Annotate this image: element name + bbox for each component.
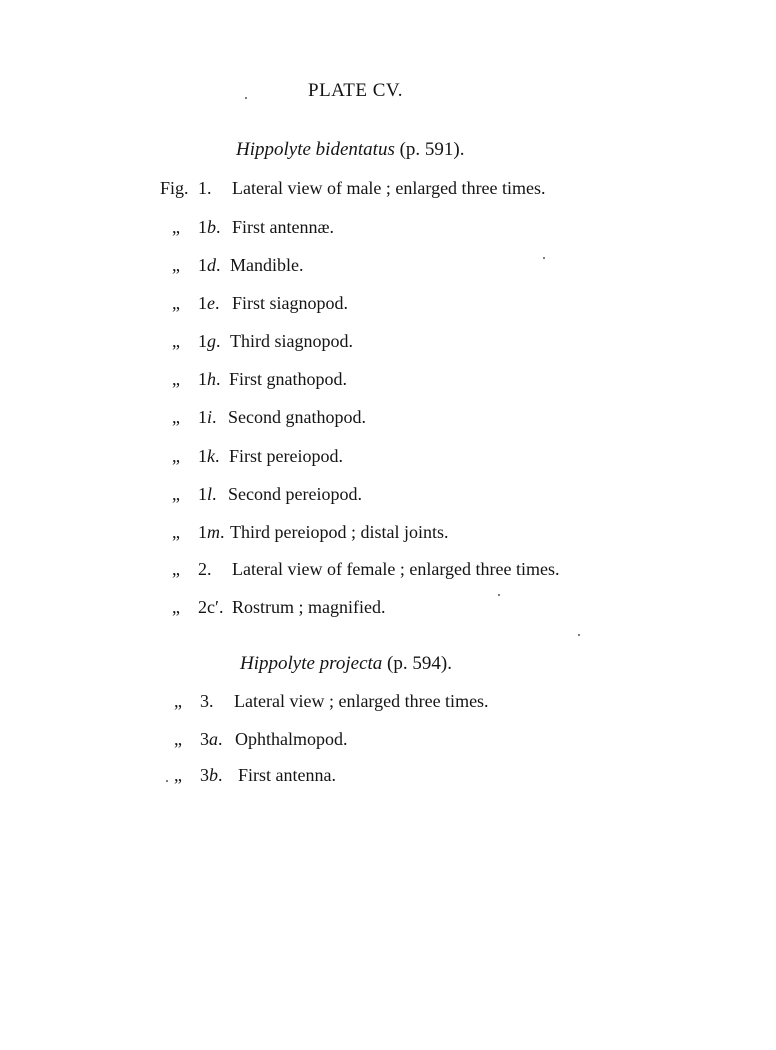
figure-number-period: . bbox=[207, 178, 212, 198]
figure-description: Third siagnopod. bbox=[230, 331, 353, 351]
figure-entry bbox=[0, 557, 776, 581]
figure-number bbox=[198, 176, 212, 200]
figure-number-digit: 1 bbox=[198, 407, 207, 427]
figure-number bbox=[198, 444, 220, 468]
figure-number-digit: 1 bbox=[198, 178, 207, 198]
figure-description: Mandible. bbox=[230, 255, 304, 275]
figure-number-digit: 3 bbox=[200, 691, 209, 711]
figure-number-letter: i bbox=[207, 407, 213, 427]
figure-number bbox=[198, 520, 225, 544]
figure-number-letter: b bbox=[207, 217, 216, 237]
figure-entry bbox=[0, 727, 776, 751]
figure-number bbox=[198, 595, 223, 619]
ditto-mark: „ bbox=[172, 217, 180, 237]
species-name: Hippolyte projecta bbox=[240, 653, 383, 674]
figure-number-letter: d bbox=[207, 255, 216, 275]
figure-number-digit: 2 bbox=[198, 559, 207, 579]
ditto-mark: „ bbox=[172, 331, 180, 351]
ditto-mark: „ bbox=[172, 484, 180, 504]
ditto-mark: „ bbox=[172, 255, 180, 275]
figure-number-letter: l bbox=[207, 484, 213, 504]
figure-number-letter: h bbox=[207, 369, 216, 389]
figure-description: Second pereiopod. bbox=[228, 484, 362, 504]
figure-number-digit: 3 bbox=[200, 765, 209, 785]
figure-number-period: . bbox=[215, 446, 220, 466]
figure-description: First antenna. bbox=[238, 765, 336, 785]
figure-number bbox=[198, 329, 221, 353]
figure-description: Third pereiopod ; distal joints. bbox=[230, 522, 449, 542]
ditto-mark: „ bbox=[172, 522, 180, 542]
figure-number-period: . bbox=[216, 369, 221, 389]
figure-number-period: . bbox=[212, 484, 217, 504]
figure-description: Lateral view of female ; enlarged three times. bbox=[232, 559, 560, 579]
figure-number-letter: a bbox=[209, 729, 218, 749]
figure-number-period: . bbox=[216, 331, 221, 351]
figure-entry bbox=[0, 444, 776, 468]
figure-entry bbox=[0, 763, 776, 787]
figure-number-digit: 1 bbox=[198, 293, 207, 313]
figure-number-period: . bbox=[216, 217, 221, 237]
figure-description: Second gnathopod. bbox=[228, 407, 366, 427]
ditto-mark: „ bbox=[172, 559, 180, 579]
figure-entry bbox=[0, 291, 776, 315]
ditto-mark: „ bbox=[174, 729, 182, 749]
print-speck bbox=[578, 634, 580, 636]
figure-number-period: . bbox=[218, 597, 224, 617]
figure-number bbox=[200, 689, 214, 713]
figure-number bbox=[198, 215, 221, 239]
figure-number-period: . bbox=[218, 729, 223, 749]
figure-number-period: . bbox=[215, 293, 220, 313]
plate-title: PLATE CV. bbox=[308, 80, 403, 101]
figure-description: Lateral view ; enlarged three times. bbox=[234, 691, 489, 711]
figure-number bbox=[198, 405, 217, 429]
figure-description: First antennæ. bbox=[232, 217, 334, 237]
figure-description: First pereiopod. bbox=[229, 446, 343, 466]
figure-number bbox=[200, 763, 223, 787]
section-heading bbox=[240, 653, 452, 675]
ditto-mark: „ bbox=[172, 446, 180, 466]
figure-entry bbox=[0, 405, 776, 429]
print-speck bbox=[245, 97, 247, 99]
figure-number-letter: k bbox=[207, 446, 215, 466]
figure-number bbox=[198, 557, 212, 581]
figure-description: Lateral view of male ; enlarged three times. bbox=[232, 178, 546, 198]
figure-number-period: . bbox=[216, 255, 221, 275]
figure-description: First siagnopod. bbox=[232, 293, 349, 313]
figure-number-digit: 1 bbox=[198, 446, 207, 466]
ditto-mark: „ bbox=[172, 369, 180, 389]
print-speck bbox=[166, 780, 168, 782]
figure-entry bbox=[0, 367, 776, 391]
figure-number-period: . bbox=[207, 559, 212, 579]
figure-number-digit: 1 bbox=[198, 522, 207, 542]
figure-description: First gnathopod. bbox=[229, 369, 348, 389]
figure-entry bbox=[0, 482, 776, 506]
ditto-mark: „ bbox=[172, 597, 180, 617]
figure-number-period: . bbox=[212, 407, 217, 427]
print-speck bbox=[498, 594, 500, 596]
figure-number bbox=[198, 291, 220, 315]
figure-number-digit: 1 bbox=[198, 484, 207, 504]
figure-entry bbox=[0, 520, 776, 544]
figure-number-letter: m bbox=[207, 522, 220, 542]
figure-description: Ophthalmopod. bbox=[235, 729, 348, 749]
figure-number bbox=[198, 253, 221, 277]
figure-entry bbox=[0, 689, 776, 713]
figure-number bbox=[198, 367, 221, 391]
figure-number-digit: 2c′ bbox=[198, 597, 219, 617]
ditto-mark: „ bbox=[172, 293, 180, 313]
print-speck bbox=[543, 257, 545, 259]
ditto-mark: „ bbox=[172, 407, 180, 427]
fig-label: Fig. bbox=[160, 178, 189, 198]
figure-number-period: . bbox=[218, 765, 223, 785]
figure-number-digit: 1 bbox=[198, 369, 207, 389]
figure-number-digit: 3 bbox=[200, 729, 209, 749]
ditto-mark: „ bbox=[174, 691, 182, 711]
section-heading bbox=[236, 139, 465, 161]
figure-number-letter: g bbox=[207, 331, 216, 351]
figure-entry bbox=[0, 253, 776, 277]
figure-number-period: . bbox=[220, 522, 225, 542]
figure-entry bbox=[0, 329, 776, 353]
figure-entry bbox=[0, 176, 776, 200]
figure-number-digit: 1 bbox=[198, 331, 207, 351]
page-reference: (p. 594). bbox=[387, 653, 452, 674]
ditto-mark: „ bbox=[174, 765, 182, 785]
figure-number bbox=[198, 482, 217, 506]
figure-number-period: . bbox=[209, 691, 214, 711]
figure-number-digit: 1 bbox=[198, 217, 207, 237]
figure-entry bbox=[0, 595, 776, 619]
figure-number bbox=[200, 727, 223, 751]
figure-description: Rostrum ; magnified. bbox=[232, 597, 386, 617]
figure-number-digit: 1 bbox=[198, 255, 207, 275]
species-name: Hippolyte bidentatus bbox=[236, 139, 395, 160]
figure-entry bbox=[0, 215, 776, 239]
figure-number-letter: b bbox=[209, 765, 218, 785]
page-reference: (p. 591). bbox=[399, 139, 465, 160]
figure-number-letter: e bbox=[207, 293, 215, 313]
